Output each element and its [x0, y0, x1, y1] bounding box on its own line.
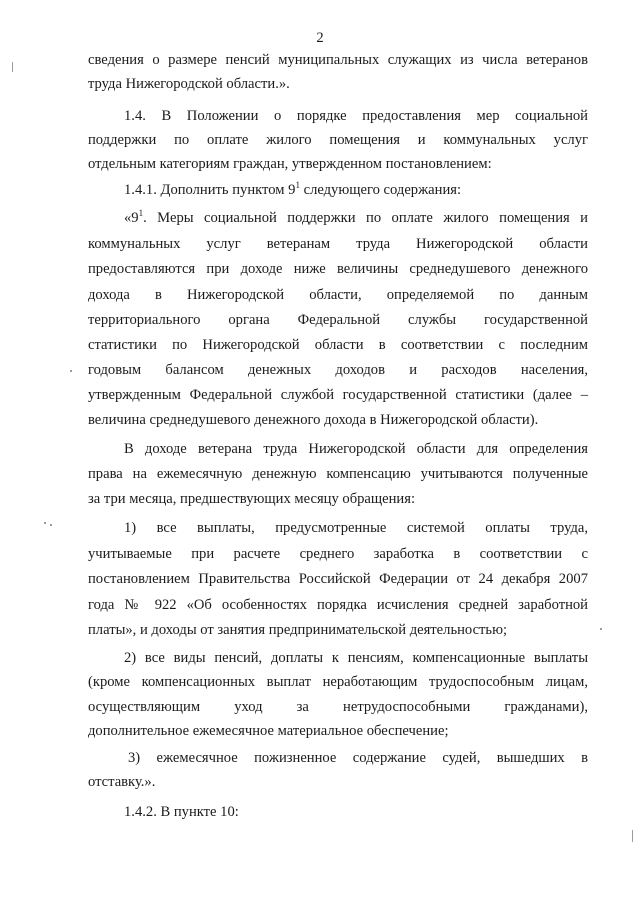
scan-speck — [632, 830, 633, 842]
text-line: годовым балансом денежных доходов и расходов населения, — [88, 362, 588, 378]
text-line: года № 922 «Об особенностях порядка исчисления средней заработной — [88, 597, 588, 613]
text-line: права на ежемесячную денежную компенсацию учитываются полученные — [88, 466, 588, 482]
text-line: отставку.». — [88, 774, 156, 790]
paragraph-1-4-2-line: 1.4.2. В пункте 10: — [124, 804, 239, 820]
text-line: постановлением Правительства Российской Федерации от 24 декабря 2007 — [88, 571, 588, 587]
text-line: статистики по Нижегородской области в соответствии с последним — [88, 337, 588, 353]
page-number: 2 — [316, 30, 324, 46]
scan-speck — [12, 62, 13, 72]
scan-speck — [50, 524, 52, 526]
point-9-1-line: «$9^1$. Меры социальной поддержки по оплате жилого помещения и — [124, 208, 588, 226]
income-paragraph-line: В доходе ветерана труда Нижегородской области для определения — [124, 441, 588, 457]
text-line: платы», и доходы от занятия предпринимательской деятельностью; — [88, 622, 508, 638]
text-line: предоставляются при доходе ниже величины среднедушевого денежного — [88, 261, 588, 277]
paragraph-1-4-line: 1.4. В Положении о порядке предоставления мер социальной — [124, 108, 588, 124]
text-line: сведения о размере пенсий муниципальных служащих из числа ветеранов — [88, 52, 588, 68]
scan-speck — [44, 522, 46, 524]
list-item-2-line: 2) все виды пенсий, доплаты к пенсиям, компенсационные выплаты — [124, 650, 588, 666]
text-line: величина среднедушевого денежного дохода в Нижегородской области). — [88, 412, 539, 428]
scan-speck — [70, 370, 72, 372]
paragraph-1-4-1-line: 1.4.1. Дополнить пунктом $9^1$ следующего содержания: — [124, 180, 462, 198]
text-line: труда Нижегородской области.». — [88, 76, 290, 92]
text-line: (кроме компенсационных выплат неработающим трудоспособным лицам, — [88, 674, 588, 690]
text-line: дополнительное ежемесячное материальное обеспечение; — [88, 723, 449, 739]
text-line: учитываемые при расчете среднего заработка в соответствии с — [88, 546, 588, 562]
text-line: отдельным категориям граждан, утвержденном постановлением: — [88, 156, 492, 172]
text-line: коммунальных услуг ветеранам труда Нижегородской области — [88, 236, 588, 252]
text-line: осуществляющим уход за нетрудоспособными гражданами), — [88, 699, 588, 715]
list-item-1-line: 1) все выплаты, предусмотренные системой оплаты труда, — [124, 520, 588, 536]
list-item-3-line: 3) ежемесячное пожизненное содержание судей, вышедших в — [128, 750, 588, 766]
text-line: поддержки по оплате жилого помещения и коммунальных услуг — [88, 132, 588, 148]
scan-speck — [600, 628, 602, 630]
text-line: территориального органа Федеральной службы государственной — [88, 312, 588, 328]
text-line: утвержденным Федеральной службой государственной статистики (далее – — [88, 387, 588, 403]
text-line: за три месяца, предшествующих месяцу обращения: — [88, 491, 416, 507]
text-line: дохода в Нижегородской области, определяемой по данным — [88, 287, 588, 303]
